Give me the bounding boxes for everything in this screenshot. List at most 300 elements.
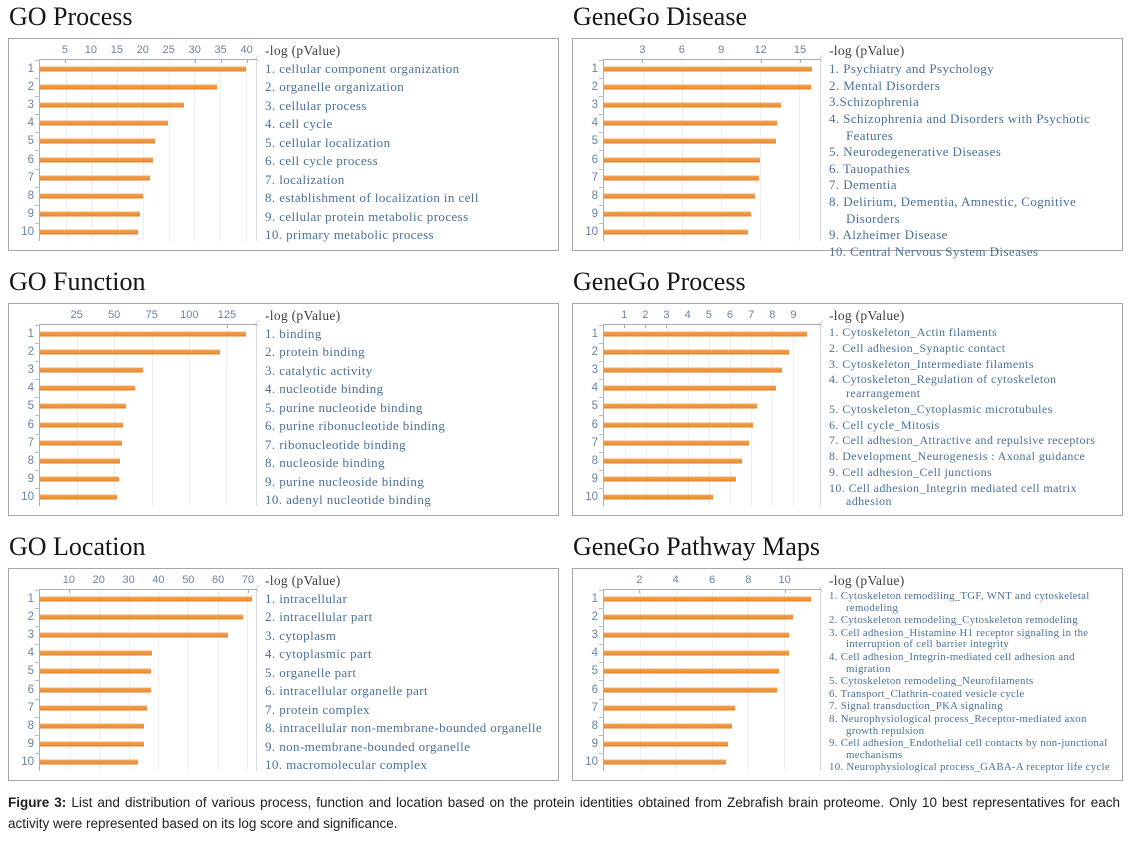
legend-item: 10. Neurophysiological process_GABA-A receptor life cycle xyxy=(829,761,1110,774)
bar-4 xyxy=(40,386,135,391)
bar-row xyxy=(591,680,820,698)
legend-items xyxy=(265,591,549,774)
x-axis xyxy=(603,571,821,590)
x-tick-label: 6 xyxy=(708,574,716,586)
bar-8 xyxy=(604,458,742,463)
bar-row xyxy=(591,187,820,205)
bar-row xyxy=(27,187,256,205)
bar-5 xyxy=(40,669,151,674)
category-label: 9 xyxy=(591,472,598,485)
category-label: 4 xyxy=(591,647,598,660)
bar-row xyxy=(591,735,820,753)
category-label: 10 xyxy=(21,755,34,768)
bar-3 xyxy=(604,368,782,373)
x-tick-label: 10 xyxy=(778,574,791,586)
x-axis xyxy=(39,306,257,325)
x-tick-label: 10 xyxy=(62,574,75,586)
legend-item: 6. purine ribonucleotide binding xyxy=(265,418,446,434)
bar-1 xyxy=(40,332,246,337)
x-tick-label: 25 xyxy=(162,44,175,56)
bar-4 xyxy=(604,651,789,656)
bar-7 xyxy=(40,440,122,445)
x-tick-label: 9 xyxy=(790,309,797,321)
bar-row xyxy=(27,735,256,753)
bar-1 xyxy=(604,597,811,602)
category-label: 7 xyxy=(591,701,598,714)
category-label: 3 xyxy=(27,364,34,377)
bar-row xyxy=(27,590,256,608)
category-label: 5 xyxy=(27,400,34,413)
legend-item: 1. intracellular xyxy=(265,591,348,606)
x-tick-label: 1 xyxy=(621,309,628,321)
legend-item: 6. Tauopathies xyxy=(829,160,910,176)
x-tick-label: 4 xyxy=(672,574,679,586)
bar-4 xyxy=(604,386,776,391)
bar-2 xyxy=(40,350,220,355)
bar-3 xyxy=(604,103,781,108)
plot-area xyxy=(21,325,257,506)
category-label: 6 xyxy=(27,683,34,696)
category-label: 9 xyxy=(27,737,34,750)
bar-8 xyxy=(40,193,143,198)
bar-row xyxy=(27,470,256,488)
legend-item: 7. Signal transduction_PKA signaling xyxy=(829,700,1003,713)
bar-row xyxy=(591,717,820,735)
bar-row xyxy=(27,325,256,343)
bar-row xyxy=(591,343,820,361)
category-label: 5 xyxy=(27,665,34,678)
x-tick-label: 20 xyxy=(92,574,105,586)
category-label: 8 xyxy=(591,189,598,202)
x-tick-label: 30 xyxy=(122,574,135,586)
category-label: 4 xyxy=(27,117,34,130)
category-label: 8 xyxy=(591,719,598,732)
category-label: 6 xyxy=(591,153,598,166)
category-label: 5 xyxy=(591,665,598,678)
legend-items xyxy=(829,591,1113,774)
category-label: 4 xyxy=(27,647,34,660)
bar-row xyxy=(591,397,820,415)
bar-row xyxy=(27,361,256,379)
x-tick-label: 7 xyxy=(748,309,755,321)
category-label: 9 xyxy=(27,207,34,220)
legend-item: 9. non-membrane-bounded organelle xyxy=(265,738,471,754)
bar-5 xyxy=(604,139,776,144)
bar-row xyxy=(27,415,256,433)
category-label: 8 xyxy=(27,719,34,732)
bar-6 xyxy=(604,422,753,427)
legend-title: -log (pValue) xyxy=(829,573,905,588)
chart-title: GO Function xyxy=(9,267,146,296)
x-tick-label: 10 xyxy=(84,44,98,56)
bar-row xyxy=(591,452,820,470)
bar-8 xyxy=(40,458,120,463)
bar-row xyxy=(591,415,820,433)
bar-7 xyxy=(604,440,749,445)
category-label: 5 xyxy=(591,400,598,413)
chart-box xyxy=(8,568,559,781)
bar-row xyxy=(27,205,256,223)
x-tick-label: 60 xyxy=(212,574,225,586)
category-label: 7 xyxy=(591,436,598,449)
category-label: 3 xyxy=(27,99,34,112)
category-label: 5 xyxy=(591,135,598,148)
bar-3 xyxy=(40,368,143,373)
bar-row xyxy=(21,223,256,241)
bar-row xyxy=(585,488,820,506)
bar-4 xyxy=(40,121,168,126)
legend-item: 7. Dementia xyxy=(829,177,897,193)
legend-item: 1. Cytoskeleton remodiling_TGF, WNT and cytoskeletal remodeling xyxy=(829,590,1090,614)
figure-caption-text: List and distribution of various process, function and location based on the protein identities obtained from Zebrafish brain proteome. Only 10 best representatives for each activity were represented based on its log score and significance. xyxy=(8,795,1120,831)
category-label: 10 xyxy=(21,225,34,238)
bar-6 xyxy=(604,157,760,162)
category-label: 1 xyxy=(27,328,34,341)
legend-item: 6. intracellular organelle part xyxy=(265,683,429,699)
legend-item: 5. organelle part xyxy=(265,664,357,680)
chart-box xyxy=(572,568,1123,781)
bar-row xyxy=(591,150,820,168)
bar-rows xyxy=(585,60,820,241)
bar-plot xyxy=(573,39,821,250)
legend-title: -log (pValue) xyxy=(265,43,341,58)
bar-3 xyxy=(40,103,184,108)
bar-row xyxy=(27,132,256,150)
legend-item: 3. cytoplasm xyxy=(265,627,337,643)
x-tick-label: 2 xyxy=(636,574,643,586)
legend-item: 8. establishment of localization in cell xyxy=(265,190,479,206)
chart-panel-go-location xyxy=(8,532,559,781)
category-label: 6 xyxy=(27,153,34,166)
category-label: 10 xyxy=(585,755,598,768)
bar-9 xyxy=(40,741,144,746)
bar-6 xyxy=(604,687,777,692)
bar-9 xyxy=(40,211,140,216)
bar-row xyxy=(591,96,820,114)
x-tick-label: 15 xyxy=(793,44,807,56)
legend xyxy=(821,569,1122,780)
chart-title: GeneGo Process xyxy=(573,267,746,296)
bar-2 xyxy=(40,85,217,90)
category-label: 6 xyxy=(591,418,598,431)
bar-row xyxy=(585,753,820,771)
bar-row xyxy=(591,205,820,223)
bar-9 xyxy=(604,476,736,481)
plot-area xyxy=(585,325,821,506)
category-label: 3 xyxy=(591,99,598,112)
category-label: 2 xyxy=(591,81,598,94)
chart-box xyxy=(8,303,559,516)
bar-row xyxy=(27,379,256,397)
bar-10 xyxy=(40,759,138,764)
legend-item: 7. localization xyxy=(265,171,345,187)
x-tick-label: 2 xyxy=(642,309,649,321)
bar-1 xyxy=(604,67,812,72)
x-tick-label: 50 xyxy=(108,309,121,321)
category-label: 10 xyxy=(585,225,598,238)
bar-row xyxy=(27,114,256,132)
legend-item: 1. Cytoskeleton_Actin filaments xyxy=(829,325,998,339)
legend-item: 8. nucleoside binding xyxy=(265,455,385,471)
bar-10 xyxy=(604,229,748,234)
bar-2 xyxy=(604,85,811,90)
legend-item: 3. catalytic activity xyxy=(265,362,373,378)
category-label: 7 xyxy=(27,436,34,449)
bar-4 xyxy=(604,121,777,126)
legend-item: 2. protein binding xyxy=(265,344,365,360)
bar-6 xyxy=(40,157,153,162)
bar-row xyxy=(27,169,256,187)
legend-title: -log (pValue) xyxy=(265,308,341,323)
legend-item: 7. Cell adhesion_Attractive and repulsive receptors xyxy=(829,433,1096,448)
bar-row xyxy=(27,699,256,717)
chart-panel-genego-disease xyxy=(572,2,1123,259)
category-label: 9 xyxy=(591,737,598,750)
legend-item: 2. Mental Disorders xyxy=(829,77,941,93)
legend-item: 1. Psychiatry and Psychology xyxy=(829,61,995,76)
bar-10 xyxy=(40,494,117,499)
legend-item: 3. Cell adhesion_Histamine H1 receptor signaling in the interruption of cell barrier integrity xyxy=(829,626,1089,651)
bar-9 xyxy=(604,741,728,746)
category-label: 6 xyxy=(27,418,34,431)
bar-1 xyxy=(604,332,807,337)
legend-item: 8. Delirium, Dementia, Amnestic, Cognitive Disorders xyxy=(829,194,1077,226)
legend xyxy=(257,304,558,515)
bar-row xyxy=(591,78,820,96)
bar-row xyxy=(591,590,820,608)
chart-panel-go-function xyxy=(8,267,559,516)
x-tick-label: 35 xyxy=(214,44,227,56)
chart-box xyxy=(572,38,1123,259)
bar-row xyxy=(27,397,256,415)
bar-8 xyxy=(604,193,755,198)
bar-9 xyxy=(604,211,751,216)
legend-item: 7. ribonucleotide binding xyxy=(265,436,407,452)
x-tick-label: 5 xyxy=(61,44,68,56)
legend-item: 5. purine nucleotide binding xyxy=(265,399,423,415)
legend-item: 10. macromolecular complex xyxy=(265,757,428,773)
legend-item: 2. Cytoskeleton remodeling_Cytoskeleton remodeling xyxy=(829,614,1078,627)
bar-row xyxy=(27,662,256,680)
category-label: 9 xyxy=(27,472,34,485)
bar-8 xyxy=(604,723,732,728)
bar-1 xyxy=(40,67,246,72)
category-label: 1 xyxy=(27,63,34,76)
category-label: 10 xyxy=(21,490,34,503)
legend-item: 2. intracellular part xyxy=(265,609,373,625)
bar-row xyxy=(27,150,256,168)
category-label: 8 xyxy=(27,189,34,202)
bar-row xyxy=(27,96,256,114)
plot-area xyxy=(21,590,257,771)
category-label: 9 xyxy=(591,207,598,220)
bar-3 xyxy=(604,633,789,638)
chart-panel-genego-pathway-maps xyxy=(572,532,1123,781)
bar-rows xyxy=(585,590,820,771)
legend-items xyxy=(265,326,549,509)
legend-item: 10. Cell adhesion_Integrin mediated cell matrix adhesion xyxy=(829,480,1078,509)
bar-2 xyxy=(604,350,789,355)
bar-row xyxy=(591,379,820,397)
legend-item: 4. Cell adhesion_Integrin-mediated cell adhesion and migration xyxy=(829,650,1075,675)
legend-item: 10. adenyl nucleotide binding xyxy=(265,492,432,508)
bar-8 xyxy=(40,723,144,728)
bar-plot xyxy=(573,569,821,780)
bar-row xyxy=(591,662,820,680)
legend-item: 5. cellular localization xyxy=(265,134,391,150)
legend xyxy=(257,39,558,250)
bar-plot xyxy=(9,39,257,250)
chart-title: GeneGo Pathway Maps xyxy=(573,532,820,561)
x-tick-label: 30 xyxy=(188,44,201,56)
bar-row xyxy=(591,114,820,132)
chart-title: GO Location xyxy=(9,532,146,561)
bar-row xyxy=(27,78,256,96)
bar-row xyxy=(591,325,820,343)
legend-item: 4. cell cycle xyxy=(265,116,333,132)
bar-10 xyxy=(40,229,138,234)
legend-item: 3. cellular process xyxy=(265,97,367,113)
bar-7 xyxy=(40,175,150,180)
bar-row xyxy=(591,434,820,452)
bar-row xyxy=(591,644,820,662)
category-label: 2 xyxy=(27,346,34,359)
bar-5 xyxy=(604,404,757,409)
bar-row xyxy=(27,644,256,662)
plot-area xyxy=(585,60,821,241)
chart-title: GeneGo Disease xyxy=(573,2,747,31)
bar-row xyxy=(27,680,256,698)
legend-item: 5. Cytoskeleton_Cytoplasmic microtubules xyxy=(829,401,1053,416)
category-label: 1 xyxy=(591,328,598,341)
category-label: 10 xyxy=(585,490,598,503)
bar-2 xyxy=(604,615,793,620)
legend-item: 4. cytoplasmic part xyxy=(265,646,372,662)
bar-row xyxy=(591,132,820,150)
chart-box xyxy=(8,38,559,251)
legend-item: 8. intracellular non-membrane-bounded organelle xyxy=(265,720,543,736)
x-axis xyxy=(603,41,821,60)
category-label: 2 xyxy=(591,346,598,359)
legend-item: 7. protein complex xyxy=(265,701,371,717)
x-tick-label: 70 xyxy=(241,574,255,586)
bar-4 xyxy=(40,651,152,656)
category-label: 3 xyxy=(591,629,598,642)
x-tick-label: 40 xyxy=(240,44,253,56)
bar-5 xyxy=(40,139,155,144)
legend-item: 9. Cell adhesion_Cell junctions xyxy=(829,465,993,480)
x-axis xyxy=(39,571,257,590)
category-label: 1 xyxy=(27,593,34,606)
bar-row xyxy=(27,717,256,735)
bar-6 xyxy=(40,687,151,692)
x-tick-label: 6 xyxy=(726,309,734,321)
category-label: 8 xyxy=(27,454,34,467)
legend-item: 4. nucleotide binding xyxy=(265,381,384,397)
legend-title: -log (pValue) xyxy=(829,43,905,58)
chart-panel-go-process xyxy=(8,2,559,251)
category-label: 4 xyxy=(27,382,34,395)
legend-item: 3.Schizophrenia xyxy=(829,94,920,110)
plot-area xyxy=(585,590,821,771)
bar-plot xyxy=(9,304,257,515)
category-label: 7 xyxy=(591,171,598,184)
legend-item: 3. Cytoskeleton_Intermediate filaments xyxy=(829,356,1034,371)
bar-rows xyxy=(21,60,256,241)
legend-title: -log (pValue) xyxy=(829,308,905,323)
bar-row xyxy=(27,608,256,626)
legend-item: 5. Cytoskeleton remodeling_Neurofilaments xyxy=(829,675,1034,688)
legend-item: 9. cellular protein metabolic process xyxy=(265,208,469,224)
x-tick-label: 75 xyxy=(145,309,158,321)
bar-row xyxy=(27,434,256,452)
x-tick-label: 20 xyxy=(136,44,149,56)
bar-3 xyxy=(40,633,228,638)
x-tick-label: 100 xyxy=(180,309,199,321)
chart-panel-genego-process xyxy=(572,267,1123,516)
x-tick-label: 3 xyxy=(663,309,670,321)
legend-item: 4. Cytoskeleton_Regulation of cytoskeleton rearrangement xyxy=(829,372,1057,400)
legend-item: 9. purine nucleoside binding xyxy=(265,473,425,489)
legend-items xyxy=(265,61,549,244)
category-label: 3 xyxy=(27,629,34,642)
legend-items xyxy=(829,61,1113,261)
legend-item: 8. Neurophysiological process_Receptor-mediated axon growth repulsion xyxy=(829,713,1087,737)
category-label: 8 xyxy=(591,454,598,467)
legend-item: 6. Transport_Clathrin-coated vesicle cycle xyxy=(829,687,1025,700)
legend xyxy=(821,39,1122,259)
bar-row xyxy=(591,608,820,626)
legend-item: 2. organelle organization xyxy=(265,79,405,95)
x-tick-label: 8 xyxy=(745,574,752,586)
bar-2 xyxy=(40,615,243,620)
x-tick-label: 9 xyxy=(718,44,725,56)
bar-rows xyxy=(21,325,256,506)
chart-box xyxy=(572,303,1123,516)
bar-row xyxy=(585,223,820,241)
x-tick-label: 25 xyxy=(70,309,83,321)
category-label: 1 xyxy=(591,593,598,606)
legend-item: 6. Cell cycle_Mitosis xyxy=(829,417,940,432)
category-label: 5 xyxy=(27,135,34,148)
x-tick-label: 15 xyxy=(110,44,123,56)
category-label: 4 xyxy=(591,117,598,130)
legend xyxy=(821,304,1122,515)
category-label: 2 xyxy=(27,81,34,94)
legend-item: 1. cellular component organization xyxy=(265,61,460,76)
category-label: 2 xyxy=(27,611,34,624)
bar-7 xyxy=(604,175,759,180)
bar-row xyxy=(27,626,256,644)
figure-caption xyxy=(8,793,1120,835)
legend-item: 10. Central Nervous System Diseases xyxy=(829,243,1039,259)
legend-item: 4. Schizophrenia and Disorders with Psychotic Features xyxy=(829,110,1091,143)
x-tick-label: 40 xyxy=(152,574,165,586)
legend-item: 10. primary metabolic process xyxy=(265,227,434,243)
x-tick-label: 4 xyxy=(684,309,691,321)
legend-items xyxy=(829,326,1113,509)
bar-plot xyxy=(573,304,821,515)
category-label: 2 xyxy=(591,611,598,624)
bar-10 xyxy=(604,494,713,499)
category-label: 7 xyxy=(27,701,34,714)
x-tick-label: 5 xyxy=(705,309,712,321)
chart-title: GO Process xyxy=(9,2,133,31)
x-tick-label: 12 xyxy=(754,44,767,56)
bar-5 xyxy=(604,669,779,674)
bar-5 xyxy=(40,404,126,409)
category-label: 7 xyxy=(27,171,34,184)
